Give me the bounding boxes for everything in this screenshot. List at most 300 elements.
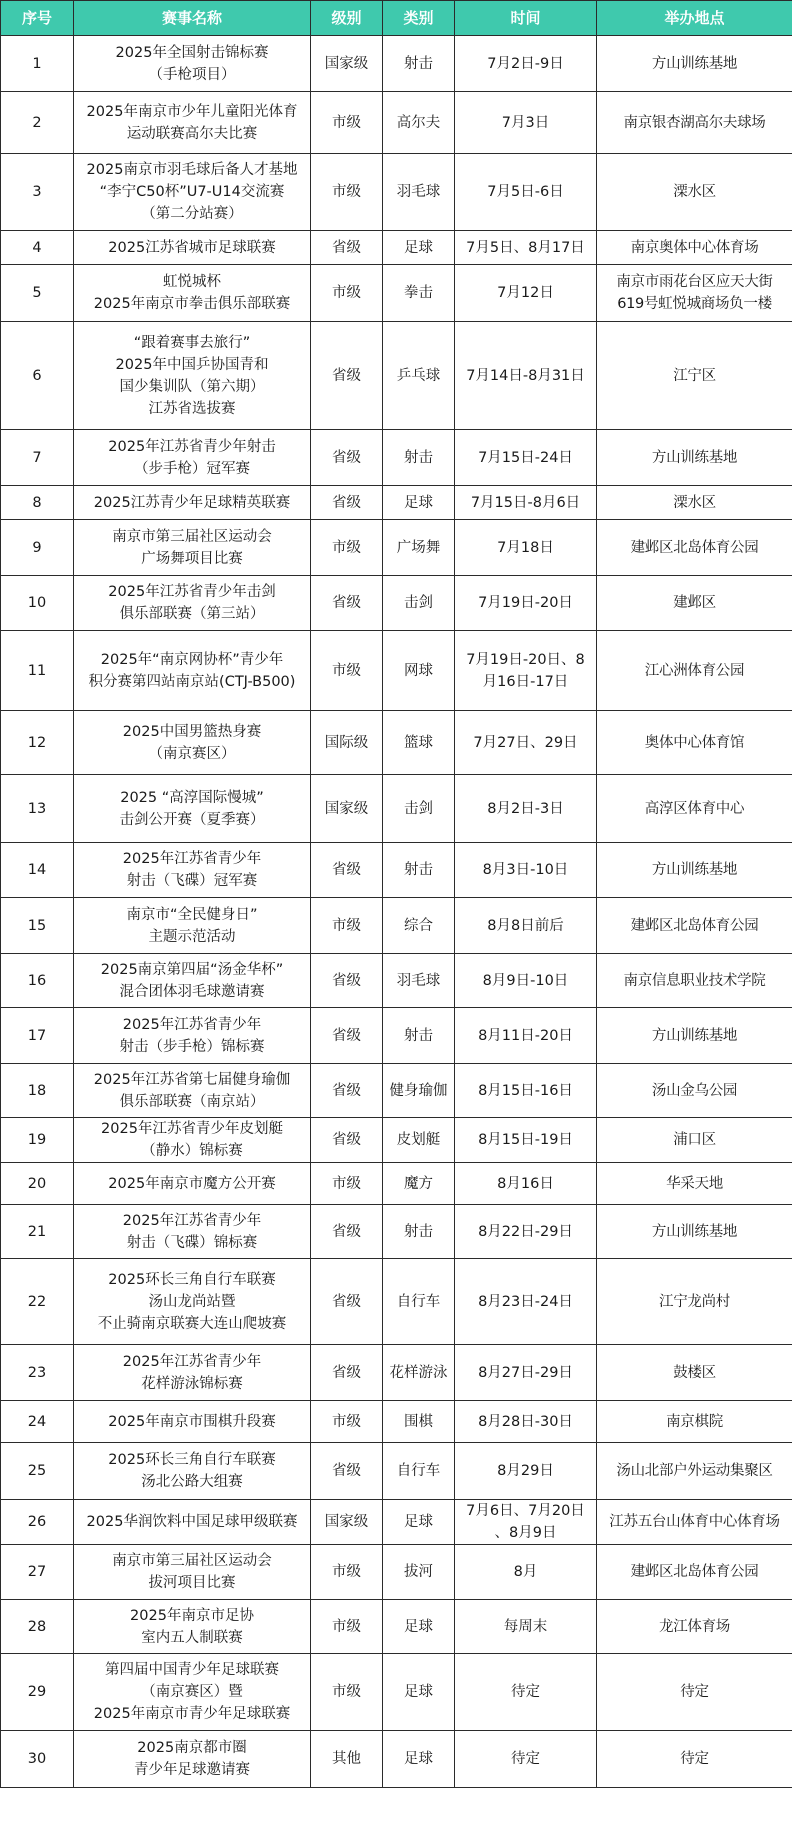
cell-time (455, 1545, 597, 1600)
event-name-line: 2025江苏青少年足球精英联赛 (93, 494, 291, 511)
event-time-line: 8月 (513, 1564, 538, 1580)
event-name-line: 2025南京第四届“汤金华杯” (100, 961, 284, 978)
cell-level: 国际级 (311, 711, 383, 775)
cell-name (74, 1064, 311, 1118)
event-name-line: 2025环长三角自行车联赛 (108, 1452, 276, 1468)
event-location-line: 鼓楼区 (673, 1364, 716, 1381)
cell-level: 省级 (311, 1118, 383, 1163)
event-time-line: 8月2日-3日 (487, 800, 564, 817)
cell-category: 自行车 (383, 1259, 455, 1345)
event-time-line: 8月11日-20日 (478, 1027, 573, 1044)
cell-location (597, 576, 792, 631)
event-name-line: 广场舞项目比赛 (141, 550, 243, 567)
event-name-line: 2025年江苏省青少年 (122, 1212, 262, 1229)
event-time-line: 7月5日-6日 (487, 184, 564, 200)
cell-location (597, 1654, 792, 1731)
event-time-line: 待定 (511, 1751, 540, 1767)
event-name-line: 2025年南京市魔方公开赛 (108, 1175, 276, 1192)
cell-level: 省级 (311, 954, 383, 1008)
event-name-line: （步手枪）冠军赛 (134, 460, 250, 477)
event-location-line: 方山训练基地 (651, 1223, 738, 1240)
event-name-line: 俱乐部联赛（南京站） (119, 1093, 265, 1110)
event-name-line: 积分赛第四站南京站(CTJ-B500) (88, 673, 296, 690)
cell-time (455, 36, 597, 92)
header-location: 举办地点 (597, 1, 792, 36)
cell-time (455, 231, 597, 265)
event-name-line: 2025年江苏省青少年皮划艇 (101, 1121, 283, 1137)
cell-level: 市级 (311, 1654, 383, 1731)
cell-no: 15 (1, 898, 74, 954)
cell-name (74, 1345, 311, 1401)
cell-location (597, 1500, 792, 1545)
cell-no: 5 (1, 265, 74, 322)
cell-time (455, 1443, 597, 1500)
event-name-line: 2025年江苏省青少年击剑 (108, 584, 276, 600)
cell-category: 网球 (383, 631, 455, 711)
cell-category: 乒乓球 (383, 322, 455, 430)
cell-level: 市级 (311, 520, 383, 576)
cell-level: 市级 (311, 1163, 383, 1205)
cell-no: 27 (1, 1545, 74, 1600)
cell-category: 足球 (383, 1654, 455, 1731)
event-location-line: 江宁区 (673, 367, 716, 384)
event-name-line: （手枪项目） (148, 66, 236, 83)
event-time-line: 7月15日-24日 (478, 449, 573, 466)
cell-no: 1 (1, 36, 74, 92)
header-category: 类别 (383, 1, 455, 36)
cell-no: 23 (1, 1345, 74, 1401)
cell-no: 17 (1, 1008, 74, 1064)
cell-time (455, 1500, 597, 1545)
event-name-line: 2025年江苏省青少年射击 (108, 438, 276, 455)
cell-name (74, 1401, 311, 1443)
event-name-line: 南京市第三届社区运动会 (112, 1553, 272, 1569)
cell-name (74, 92, 311, 154)
header-no: 序号 (1, 1, 74, 36)
table-row (1, 231, 792, 265)
cell-no: 20 (1, 1163, 74, 1205)
table-row (1, 520, 792, 576)
cell-category: 射击 (383, 843, 455, 898)
event-name-line: 混合团体羽毛球邀请赛 (119, 983, 265, 1000)
table-row (1, 36, 792, 92)
cell-time (455, 576, 597, 631)
event-time-line: 7月14日-8月31日 (466, 367, 585, 384)
cell-time (455, 430, 597, 486)
cell-category: 自行车 (383, 1443, 455, 1500)
cell-category: 击剑 (383, 576, 455, 631)
cell-category: 花样游泳 (383, 1345, 455, 1401)
event-name-line: 2025年江苏省青少年 (122, 1016, 262, 1033)
event-time-line: 7月6日、7月20日 (466, 1503, 585, 1519)
event-name-line: 2025江苏省城市足球联赛 (108, 239, 276, 256)
event-location-line: 南京棋院 (666, 1413, 723, 1430)
table-row (1, 92, 792, 154)
event-time-line: 月16日-17日 (482, 673, 569, 690)
event-name-line: （第二分站赛） (141, 206, 243, 222)
event-name-line: 射击（飞碟）锦标赛 (126, 1234, 258, 1251)
cell-time (455, 322, 597, 430)
table-row (1, 1259, 792, 1345)
cell-level: 省级 (311, 576, 383, 631)
event-location-line: 待定 (680, 1684, 709, 1700)
cell-no: 30 (1, 1731, 74, 1788)
cell-location (597, 322, 792, 430)
cell-category: 射击 (383, 36, 455, 92)
table-row (1, 1008, 792, 1064)
cell-name (74, 1654, 311, 1731)
event-location-line: 建邺区北岛体育公园 (630, 539, 759, 556)
event-name-line: 2025华润饮料中国足球甲级联赛 (86, 1514, 298, 1530)
cell-location (597, 1163, 792, 1205)
table-row (1, 1345, 792, 1401)
cell-time (455, 1600, 597, 1654)
cell-time (455, 1064, 597, 1118)
event-name-line: 2025 “高淳国际慢城” (120, 789, 264, 806)
cell-name (74, 322, 311, 430)
event-location-line: 建邺区北岛体育公园 (630, 917, 759, 934)
cell-name (74, 430, 311, 486)
table-row (1, 954, 792, 1008)
event-name-line: 花样游泳锦标赛 (141, 1375, 243, 1392)
event-name-line: 射击（步手枪）锦标赛 (119, 1038, 265, 1055)
event-name-line: 室内五人制联赛 (141, 1629, 243, 1646)
cell-name (74, 1163, 311, 1205)
cell-no: 11 (1, 631, 74, 711)
event-time-line: 每周末 (503, 1618, 548, 1635)
cell-category: 羽毛球 (383, 954, 455, 1008)
cell-time (455, 1008, 597, 1064)
cell-location (597, 843, 792, 898)
event-name-line: 2025南京市羽毛球后备人才基地 (86, 162, 298, 178)
cell-no: 9 (1, 520, 74, 576)
cell-level: 其他 (311, 1731, 383, 1788)
table-row (1, 1443, 792, 1500)
event-name-line: （南京赛区）暨 (141, 1684, 243, 1700)
event-time-line: 7月2日-9日 (487, 55, 564, 72)
table-row (1, 1064, 792, 1118)
cell-time (455, 954, 597, 1008)
cell-level: 市级 (311, 1545, 383, 1600)
cell-time (455, 631, 597, 711)
cell-time (455, 154, 597, 231)
event-name-line: 2025年江苏省青少年 (122, 1353, 262, 1370)
cell-time (455, 711, 597, 775)
cell-location (597, 1118, 792, 1163)
cell-category: 围棋 (383, 1401, 455, 1443)
cell-name (74, 711, 311, 775)
cell-location (597, 631, 792, 711)
table-row (1, 1545, 792, 1600)
cell-category: 魔方 (383, 1163, 455, 1205)
cell-no: 21 (1, 1205, 74, 1259)
cell-level: 省级 (311, 486, 383, 520)
cell-no: 18 (1, 1064, 74, 1118)
cell-category: 篮球 (383, 711, 455, 775)
cell-no: 12 (1, 711, 74, 775)
cell-location (597, 898, 792, 954)
cell-no: 6 (1, 322, 74, 430)
table-row (1, 1654, 792, 1731)
cell-no: 26 (1, 1500, 74, 1545)
cell-level: 省级 (311, 430, 383, 486)
cell-location (597, 92, 792, 154)
cell-time (455, 1345, 597, 1401)
cell-location (597, 775, 792, 843)
event-time-line: 8月16日 (497, 1175, 554, 1192)
cell-name (74, 1731, 311, 1788)
cell-location (597, 36, 792, 92)
event-name-line: 2025年中国乒协国青和 (115, 356, 269, 373)
event-name-line: 汤山龙尚站暨 (148, 1293, 236, 1310)
cell-location (597, 265, 792, 322)
event-time-line: 8月23日-24日 (478, 1293, 573, 1310)
table-row (1, 711, 792, 775)
event-location-line: 619号虹悦城商场负一楼 (617, 296, 772, 312)
event-name-line: 2025年南京市足协 (130, 1607, 254, 1624)
cell-name (74, 954, 311, 1008)
event-name-line: 2025环长三角自行车联赛 (108, 1271, 276, 1288)
cell-no: 29 (1, 1654, 74, 1731)
event-location-line: 南京信息职业技术学院 (623, 972, 766, 989)
event-time-line: 8月29日 (497, 1463, 554, 1479)
cell-location (597, 1345, 792, 1401)
cell-location (597, 154, 792, 231)
cell-category: 广场舞 (383, 520, 455, 576)
cell-level: 国家级 (311, 36, 383, 92)
cell-time (455, 1401, 597, 1443)
cell-time (455, 775, 597, 843)
cell-name (74, 1545, 311, 1600)
event-location-line: 江宁龙尚村 (659, 1293, 730, 1310)
cell-level: 市级 (311, 154, 383, 231)
event-location-line: 奥体中心体育馆 (644, 734, 745, 751)
cell-name (74, 520, 311, 576)
cell-time (455, 1731, 597, 1788)
cell-location (597, 1259, 792, 1345)
event-name-line: 2025中国男篮热身赛 (122, 723, 262, 740)
cell-level: 市级 (311, 265, 383, 322)
cell-category: 羽毛球 (383, 154, 455, 231)
cell-category: 高尔夫 (383, 92, 455, 154)
table-row (1, 1118, 792, 1163)
header-name: 赛事名称 (74, 1, 311, 36)
event-location-line: 方山训练基地 (651, 862, 738, 878)
event-name-line: 2025年“南京网协杯”青少年 (100, 651, 284, 668)
event-name-line: 2025年江苏省第七届健身瑜伽 (93, 1071, 291, 1088)
event-location-line: 南京银杏湖高尔夫球场 (623, 114, 766, 131)
cell-name (74, 1118, 311, 1163)
event-name-line: （静水）锦标赛 (141, 1143, 243, 1159)
event-location-line: 江苏五台山体育中心体育场 (609, 1514, 780, 1530)
cell-no: 28 (1, 1600, 74, 1654)
cell-no: 10 (1, 576, 74, 631)
event-time-line: 8月8日前后 (487, 917, 564, 934)
event-time-line: 7月12日 (497, 285, 554, 301)
event-name-line: 拔河项目比赛 (148, 1575, 236, 1591)
cell-time (455, 486, 597, 520)
cell-time (455, 898, 597, 954)
event-time-line: 8月15日-19日 (478, 1132, 573, 1148)
event-name-line: 南京市“全民健身日” (126, 906, 258, 923)
event-time-line: 、8月9日 (494, 1525, 557, 1541)
event-time-line: 8月27日-29日 (478, 1364, 573, 1381)
cell-no: 22 (1, 1259, 74, 1345)
table-row (1, 1600, 792, 1654)
cell-level: 市级 (311, 898, 383, 954)
table-row (1, 322, 792, 430)
cell-category: 足球 (383, 1500, 455, 1545)
cell-name (74, 843, 311, 898)
event-location-line: 建邺区北岛体育公园 (630, 1564, 759, 1580)
cell-location (597, 954, 792, 1008)
event-location-line: 江心洲体育公园 (644, 662, 745, 679)
event-name-line: 射击（飞碟）冠军赛 (126, 873, 258, 889)
table-row (1, 631, 792, 711)
cell-level: 省级 (311, 1205, 383, 1259)
cell-level: 省级 (311, 843, 383, 898)
cell-name (74, 898, 311, 954)
event-name-line: 2025南京都市圈 (137, 1740, 247, 1756)
table-row (1, 576, 792, 631)
cell-time (455, 92, 597, 154)
event-time-line: 7月15日-8月6日 (470, 494, 581, 511)
table-row (1, 898, 792, 954)
cell-location (597, 1401, 792, 1443)
table-row (1, 1500, 792, 1545)
event-name-line: 2025年全国射击锦标赛 (115, 44, 269, 61)
table-row (1, 843, 792, 898)
cell-name (74, 486, 311, 520)
event-name-line: 俱乐部联赛（第三站） (119, 606, 265, 622)
cell-category: 射击 (383, 430, 455, 486)
cell-name (74, 1500, 311, 1545)
event-location-line: 南京奥体中心体育场 (630, 239, 759, 256)
cell-time (455, 265, 597, 322)
cell-location (597, 1064, 792, 1118)
table-row (1, 775, 792, 843)
event-name-line: 第四届中国青少年足球联赛 (105, 1662, 279, 1678)
cell-location (597, 1731, 792, 1788)
event-location-line: 华采天地 (666, 1175, 723, 1192)
cell-category: 健身瑜伽 (383, 1064, 455, 1118)
cell-location (597, 231, 792, 265)
cell-name (74, 576, 311, 631)
event-name-line: 汤北公路大组赛 (141, 1474, 243, 1490)
cell-no: 2 (1, 92, 74, 154)
cell-location (597, 1008, 792, 1064)
event-name-line: 青少年足球邀请赛 (134, 1762, 250, 1778)
cell-no: 13 (1, 775, 74, 843)
cell-category: 射击 (383, 1008, 455, 1064)
cell-name (74, 1259, 311, 1345)
event-time-line: 8月28日-30日 (478, 1413, 573, 1430)
cell-time (455, 1205, 597, 1259)
cell-no: 16 (1, 954, 74, 1008)
cell-time (455, 1118, 597, 1163)
table-row (1, 1163, 792, 1205)
cell-level: 省级 (311, 231, 383, 265)
cell-name (74, 1443, 311, 1500)
cell-name (74, 1008, 311, 1064)
event-name-line: “李宁C50杯”U7-U14交流赛 (99, 184, 285, 200)
event-time-line: 8月9日-10日 (482, 972, 569, 989)
table-row (1, 1401, 792, 1443)
event-name-line: 国少集训队（第六期） (119, 378, 265, 395)
table-row (1, 1205, 792, 1259)
cell-no: 19 (1, 1118, 74, 1163)
event-location-line: 汤山金乌公园 (651, 1082, 738, 1099)
table-row (1, 486, 792, 520)
event-name-line: 2025年南京市围棋升段赛 (108, 1413, 276, 1430)
event-name-line: （南京赛区） (148, 745, 236, 762)
cell-category: 拔河 (383, 1545, 455, 1600)
table-row (1, 265, 792, 322)
event-time-line: 8月15日-16日 (478, 1082, 573, 1099)
cell-level: 省级 (311, 322, 383, 430)
event-time-line: 7月27日、29日 (473, 734, 578, 751)
cell-no: 4 (1, 231, 74, 265)
cell-name (74, 1205, 311, 1259)
cell-no: 25 (1, 1443, 74, 1500)
cell-category: 足球 (383, 1731, 455, 1788)
cell-location (597, 1600, 792, 1654)
cell-level: 省级 (311, 1345, 383, 1401)
cell-name (74, 154, 311, 231)
event-location-line: 方山训练基地 (651, 55, 738, 72)
header-row (1, 1, 792, 36)
cell-location (597, 520, 792, 576)
event-name-line: 江苏省选拔赛 (148, 400, 236, 417)
event-name-line: 击剑公开赛（夏季赛） (119, 811, 265, 828)
cell-category: 综合 (383, 898, 455, 954)
cell-location (597, 430, 792, 486)
event-name-line: 2025年南京市拳击俱乐部联赛 (93, 296, 291, 312)
event-location-line: 方山训练基地 (651, 1027, 738, 1044)
cell-category: 足球 (383, 1600, 455, 1654)
cell-no: 24 (1, 1401, 74, 1443)
event-name-line: 2025年南京市青少年足球联赛 (93, 1706, 291, 1722)
event-time-line: 8月22日-29日 (478, 1223, 573, 1240)
cell-level: 国家级 (311, 775, 383, 843)
table-row (1, 154, 792, 231)
event-name-line: “跟着赛事去旅行” (133, 334, 251, 351)
cell-category: 拳击 (383, 265, 455, 322)
cell-no: 14 (1, 843, 74, 898)
event-time-line: 待定 (511, 1684, 540, 1700)
cell-category: 足球 (383, 231, 455, 265)
event-time-line: 7月3日 (501, 114, 550, 131)
cell-name (74, 36, 311, 92)
event-location-line: 建邺区 (673, 595, 716, 611)
cell-name (74, 1600, 311, 1654)
cell-level: 市级 (311, 1600, 383, 1654)
event-name-line: 2025年南京市少年儿童阳光体育 (86, 103, 298, 120)
event-name-line: 运动联赛高尔夫比赛 (126, 125, 258, 142)
event-location-line: 方山训练基地 (651, 449, 738, 466)
event-time-line: 8月3日-10日 (482, 862, 569, 878)
event-location-line: 待定 (680, 1751, 709, 1767)
cell-category: 皮划艇 (383, 1118, 455, 1163)
cell-location (597, 711, 792, 775)
cell-no: 3 (1, 154, 74, 231)
cell-location (597, 1443, 792, 1500)
event-name-line: 2025年江苏省青少年 (122, 851, 262, 867)
event-location-line: 浦口区 (673, 1132, 716, 1148)
cell-name (74, 631, 311, 711)
cell-time (455, 520, 597, 576)
table-row (1, 1731, 792, 1788)
